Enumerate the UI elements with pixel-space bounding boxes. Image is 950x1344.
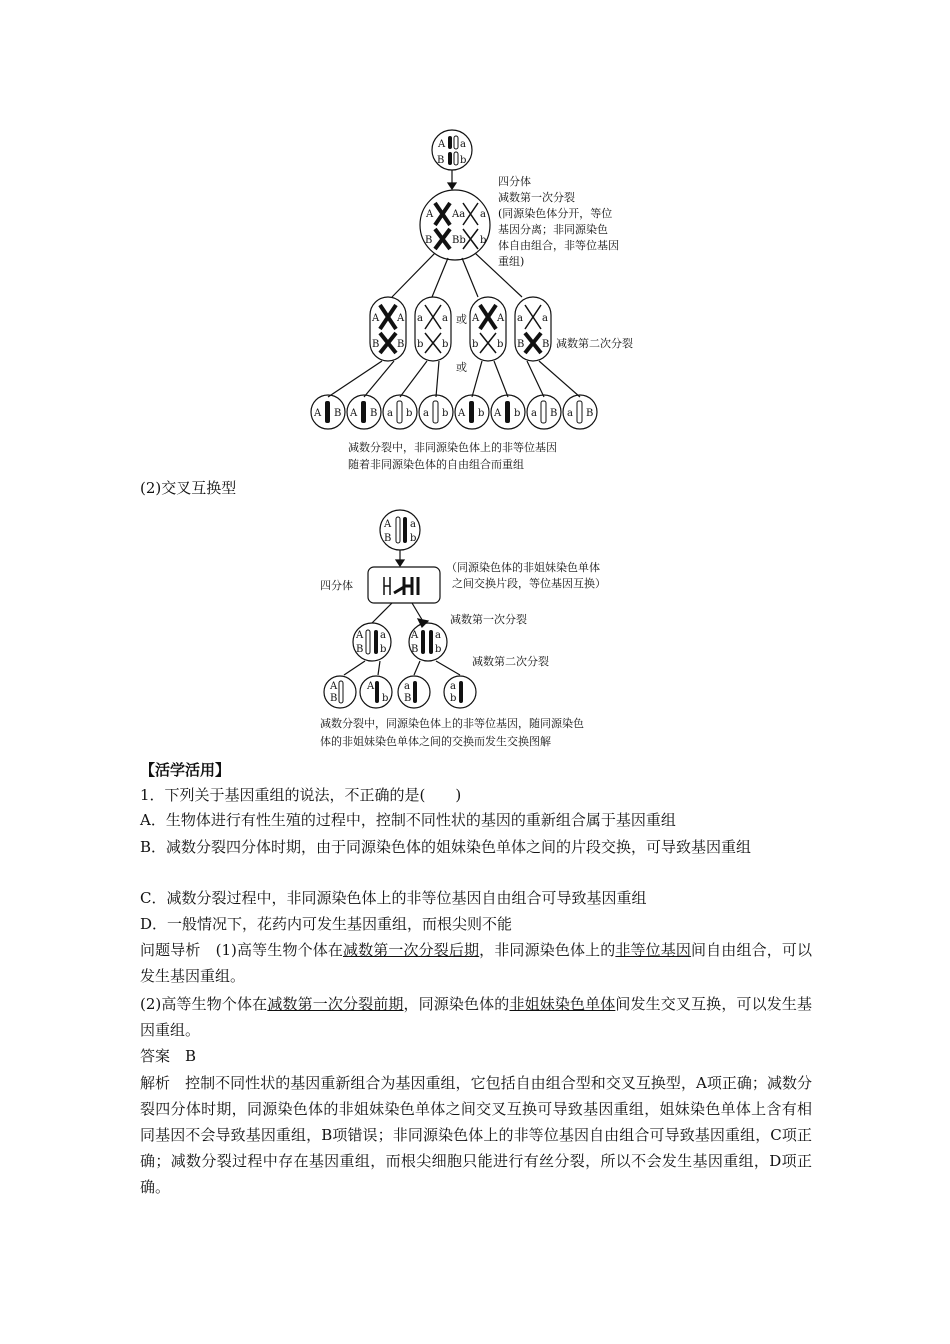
svg-text:A: A (397, 313, 405, 324)
svg-text:A: A (356, 630, 364, 641)
fig2-label-meiosis2: 减数第二次分裂 (472, 655, 549, 668)
practice-heading: 【活学活用】 (140, 761, 231, 779)
svg-text:B: B (550, 408, 558, 419)
svg-text:A: A (314, 408, 322, 419)
svg-text:a: a (542, 313, 548, 324)
svg-text:B: B (356, 644, 364, 655)
figure-independent-assortment (300, 125, 660, 475)
svg-text:a: a (380, 630, 386, 641)
fig1-label-meiosis1: 减数第一次分裂 (498, 191, 575, 204)
svg-text:a: a (423, 408, 429, 419)
guide-paragraph-1 (140, 937, 812, 989)
svg-text:B: B (397, 339, 405, 350)
svg-text:B: B (437, 155, 445, 166)
fig1-label-line5: 体自由组合，非等位基因 (498, 239, 619, 252)
svg-text:a: a (460, 139, 466, 150)
svg-text:A: A (472, 313, 480, 324)
svg-text:b: b (417, 339, 424, 350)
svg-text:b: b (472, 339, 479, 350)
svg-text:Aa: Aa (452, 209, 466, 220)
svg-text:b: b (410, 533, 417, 544)
fig2-note-line2: 之间交换片段，等位基因互换） (452, 577, 606, 590)
svg-text:a: a (450, 681, 456, 692)
svg-text:A: A (494, 408, 502, 419)
guide-p1-suffix: 间自由组合，可以发生基因重组。 (140, 941, 812, 985)
fig1-or-label-2: 或 (456, 361, 467, 374)
figure-crossing-over (300, 505, 650, 755)
guide-p1-mid: ，非同源染色体上的 (479, 941, 616, 959)
svg-text:B: B (330, 693, 338, 704)
svg-text:B: B (384, 533, 392, 544)
guide-paragraph-2 (140, 991, 812, 1043)
svg-text:A: A (426, 209, 434, 220)
svg-text:a: a (480, 209, 486, 220)
svg-text:b: b (478, 408, 485, 419)
svg-text:b: b (450, 693, 457, 704)
guide-p2-underline-1: 减数第一次分裂前期 (267, 995, 404, 1013)
svg-text:B: B (517, 339, 525, 350)
svg-text:b: b (435, 644, 442, 655)
fig2-label-tetrad: 四分体 (320, 579, 353, 592)
fig1-label-line6: 重组) (498, 255, 525, 268)
svg-text:a: a (404, 681, 410, 692)
svg-text:b: b (380, 644, 387, 655)
svg-text:a: a (417, 313, 423, 324)
guide-p1-underline-2: 非等位基因 (615, 941, 692, 959)
guide-p1-prefix: 问题导析 (1)高等生物个体在 (140, 941, 343, 959)
option-c: C．减数分裂过程中，非同源染色体上的非等位基因自由组合可导致基因重组 (140, 889, 647, 907)
svg-text:A: A (438, 139, 446, 150)
fig2-caption-line2: 体的非姐妹染色单体之间的交换而发生交换图解 (320, 735, 551, 748)
svg-text:A: A (497, 313, 505, 324)
svg-text:B: B (370, 408, 378, 419)
fig1-or-label: 或 (456, 313, 467, 326)
guide-p2-suffix: 间发生交叉互换，可以发生基因重组。 (140, 995, 812, 1039)
analysis-paragraph: 解析 控制不同性状的基因重新组合为基因重组，它包括自由组合型和交叉互换型，A项正确；减数分裂四分体时期，同源染色体的非姐妹染色单体之间交叉互换可导致基因重组，姐妹染色单体上含有相同基因不会导致基因重组，B项错误；非同源染色体上的非等位基因自由组合可导致基因重组，C项正确；减数分裂过程中存在基因重组，而根尖细胞只能进行有丝分裂，所以不会发生基因重组，D项正确。 (140, 1074, 812, 1196)
option-b: B．减数分裂四分体时期，由于同源染色体的姐妹染色单体之间的片段交换，可导致基因重组 (140, 838, 752, 856)
fig2-label-meiosis1: 减数第一次分裂 (450, 613, 527, 626)
svg-text:b: b (382, 693, 389, 704)
option-a: A．生物体进行有性生殖的过程中，控制不同性状的基因的重新组合属于基因重组 (140, 811, 676, 829)
fig1-label-line4: 基因分离；非同源染色 (498, 223, 608, 236)
svg-text:A: A (330, 681, 338, 692)
svg-text:b: b (442, 408, 449, 419)
guide-p2-prefix: (2)高等生物个体在 (140, 995, 268, 1013)
question-stem: 1．下列关于基因重组的说法，不正确的是( ) (140, 786, 462, 804)
svg-text:A: A (372, 313, 380, 324)
svg-text:B: B (411, 644, 419, 655)
svg-text:a: a (442, 313, 448, 324)
svg-text:a: a (387, 408, 393, 419)
guide-p2-underline-2: 非姐妹染色单体 (509, 995, 616, 1013)
svg-text:b: b (514, 408, 521, 419)
svg-text:B: B (334, 408, 342, 419)
fig1-caption-line2: 随着非同源染色体的自由组合而重组 (348, 458, 524, 471)
svg-text:B: B (586, 408, 594, 419)
svg-text:Bb: Bb (452, 235, 466, 246)
svg-text:B: B (542, 339, 550, 350)
svg-text:B: B (372, 339, 380, 350)
fig1-label-meiosis2: 减数第二次分裂 (556, 337, 633, 350)
guide-p1-underline-1: 减数第一次分裂后期 (342, 941, 480, 959)
svg-text:a: a (567, 408, 573, 419)
guide-p2-mid: ，同源染色体的 (403, 995, 510, 1013)
svg-text:a: a (517, 313, 523, 324)
answer-line: 答案 B (140, 1047, 197, 1065)
svg-text:B: B (425, 235, 433, 246)
svg-text:A: A (350, 408, 358, 419)
fig1-caption-line1: 减数分裂中，非同源染色体上的非等位基因 (348, 441, 557, 454)
svg-text:b: b (497, 339, 504, 350)
svg-text:A: A (384, 519, 392, 530)
svg-text:A: A (367, 681, 375, 692)
fig1-label-line3: (同源染色体分开，等位 (498, 207, 613, 220)
fig2-caption-line1: 减数分裂中，同源染色体上的非等位基因，随同源染色 (320, 717, 584, 730)
svg-text:a: a (531, 408, 537, 419)
svg-text:B: B (404, 693, 412, 704)
option-d: D．一般情况下，花药内可发生基因重组，而根尖则不能 (140, 915, 513, 933)
svg-text:b: b (442, 339, 449, 350)
fig2-note-line1: （同源染色体的非姐妹染色单体 (446, 561, 600, 574)
svg-text:b: b (480, 235, 487, 246)
svg-text:A: A (458, 408, 466, 419)
fig1-label-tetrad: 四分体 (498, 175, 531, 188)
svg-text:b: b (406, 408, 413, 419)
svg-text:b: b (460, 155, 467, 166)
svg-text:A: A (411, 630, 419, 641)
svg-text:a: a (410, 519, 416, 530)
section-title-crossing-over: (2)交叉互换型 (140, 479, 237, 497)
svg-text:a: a (435, 630, 441, 641)
